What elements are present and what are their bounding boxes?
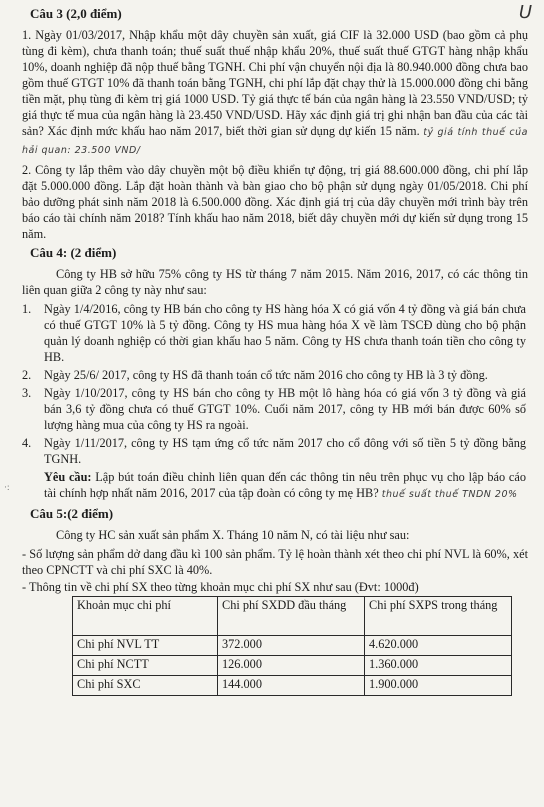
handwritten-margin-mark: U [518, 2, 532, 23]
table-cell: 1.360.000 [365, 656, 512, 676]
item-number: 1. [22, 302, 32, 316]
table-cell: Chi phí SXC [73, 676, 218, 696]
item-text: Ngày 1/11/2017, công ty HS tạm ứng cổ tức năm 2017 cho cổ đông với số tiền 5 tỷ đồng bằng TGNH. [44, 436, 526, 466]
item-text: Ngày 1/4/2016, công ty HB bán cho công ty HS hàng hóa X có giá vốn 4 tỷ đồng và giá bán chưa có thuế GTGT 10% là 5 tỷ đồng. Công ty HS mua hàng hóa X về làm TSCĐ dùng cho bộ phận quản lý doanh nghiệp có thời gian khấu hao 5 năm. Công ty HS chưa thanh toán tiền cho công ty HB. [44, 302, 526, 364]
question-4-item [22, 385, 532, 433]
table-header-cell: Chi phí SXPS trong tháng [365, 597, 512, 636]
question-3-title: Câu 3 (2,0 điểm) [30, 6, 122, 21]
table-cell: Chi phí NVL TT [73, 636, 218, 656]
table-header-cell: Khoản mục chi phí [73, 597, 218, 636]
question-3-part-1: 1. Ngày 01/03/2017, Nhập khẩu một dây chuyền sản xuất, giá CIF là 32.000 USD (bao gồm cả phụ tùng đi kèm), chưa thanh toán; thuế suất thuế nhập khẩu 20%, thuế suất thuế GTGT hàng nhập khẩu 10%, doanh nghiệp đã nộp thuế bằng TGNH. Chi phí vận chuyển nội địa là 80.940.000 đồng chưa bao gồm thuế GTGT 10% đã thanh toán bằng TGNH, chi phí lắp đặt chạy thử là 15.000.000 đồng chi bằng tiền mặt, phụ tùng đi kèm trị giá 1000 USD. Tỷ giá thực tế bán của ngân hàng là 23.550 VND/USD; tỷ giá thực tế mua của ngân hàng là 23.450 VND/USD. Hãy xác định giá trị ghi nhận ban đầu của các tài sản? Xác định mức khấu hao năm 2017, biết thời gian sử dụng dự kiến 15 năm. tỷ giá tính thuế của hải quan: 23.500 VND/ [22, 28, 529, 156]
item-number: 3. [22, 386, 32, 400]
requirement-text: Lập bút toán điều chỉnh liên quan đến các thông tin nêu trên phục vụ cho lập báo cáo tài chính hợp nhất năm 2016, 2017 của tập đoàn có công ty mẹ HB? [44, 470, 526, 500]
item-number: 4. [22, 436, 32, 450]
table-header-row [73, 597, 512, 636]
margin-dot: ·: [4, 482, 10, 492]
cost-table [72, 596, 512, 696]
question-4-title: Câu 4: (2 điểm) [30, 245, 117, 260]
table-cell: 144.000 [218, 676, 365, 696]
handwritten-note-exchange-rate: tỷ giá tính thuế của hải quan: 23.500 VND/ [22, 127, 529, 156]
question-4-requirement [44, 469, 526, 503]
question-4-intro: Công ty HB sở hữu 75% công ty HS từ tháng 7 năm 2015. Năm 2016, 2017, có các thông tin liên quan giữa 2 công ty này như sau: [22, 267, 528, 297]
table-row [73, 636, 512, 656]
table-cell: 126.000 [218, 656, 365, 676]
item-text: Ngày 1/10/2017, công ty HS bán cho công ty HB một lô hàng hóa có giá vốn 3 tỷ đồng và giá bán 3,6 tỷ đồng chưa có thuế GTGT 10%. Cuối năm 2017, công ty HB mới bán được 60% số lượng hàng mua của công ty HS ra ngoài. [44, 386, 526, 432]
table-row [73, 676, 512, 696]
handwritten-note-tax: thuế suất thuế TNDN 20% [381, 489, 518, 500]
item-text: Ngày 25/6/ 2017, công ty HS đã thanh toán cổ tức năm 2016 cho công ty HB là 3 tỷ đồng. [44, 368, 488, 382]
item-number: 2. [22, 368, 32, 382]
table-cell: 372.000 [218, 636, 365, 656]
table-cell: Chi phí NCTT [73, 656, 218, 676]
question-5-intro: Công ty HC sản xuất sản phẩm X. Tháng 10 năm N, có tài liệu như sau: [56, 528, 410, 542]
question-5-title: Câu 5:(2 điểm) [30, 506, 114, 521]
question-4-item [22, 367, 532, 383]
table-cell: 4.620.000 [365, 636, 512, 656]
question-3-part-2: 2. Công ty lắp thêm vào dây chuyền một bộ điều khiển tự động, trị giá 88.600.000 đồng, chi phí lắp đặt 5.000.000 đồng. Lắp đặt hoàn thành và bàn giao cho bộ phận sử dụng ngày 01/05/2018. Chi phí bảo dưỡng phát sinh năm 2018 là 6.500.000 đồng. Xác định giá trị của dây chuyền mới trình bày trên báo cáo tài chính năm 2018? Tính khấu hao năm 2018, biết dây chuyền mới dự kiến sử dụng trong 15 năm. [22, 163, 528, 241]
table-cell: 1.900.000 [365, 676, 512, 696]
table-row [73, 656, 512, 676]
question-4-item [22, 301, 532, 365]
question-5-bullet-1: - Số lượng sản phẩm dở dang đầu kì 100 sản phẩm. Tỷ lệ hoàn thành xét theo chi phí NVL là 60%, xét theo CPNCTT và chi phí SXC là 40%. [22, 547, 528, 577]
question-5-bullet-2: - Thông tin về chi phí SX theo từng khoản mục chi phí SX như sau (Đvt: 1000đ) [22, 580, 419, 594]
table-header-cell: Chi phí SXDD đầu tháng [218, 597, 365, 636]
requirement-label: Yêu cầu: [44, 470, 92, 484]
question-4-item [22, 435, 532, 467]
